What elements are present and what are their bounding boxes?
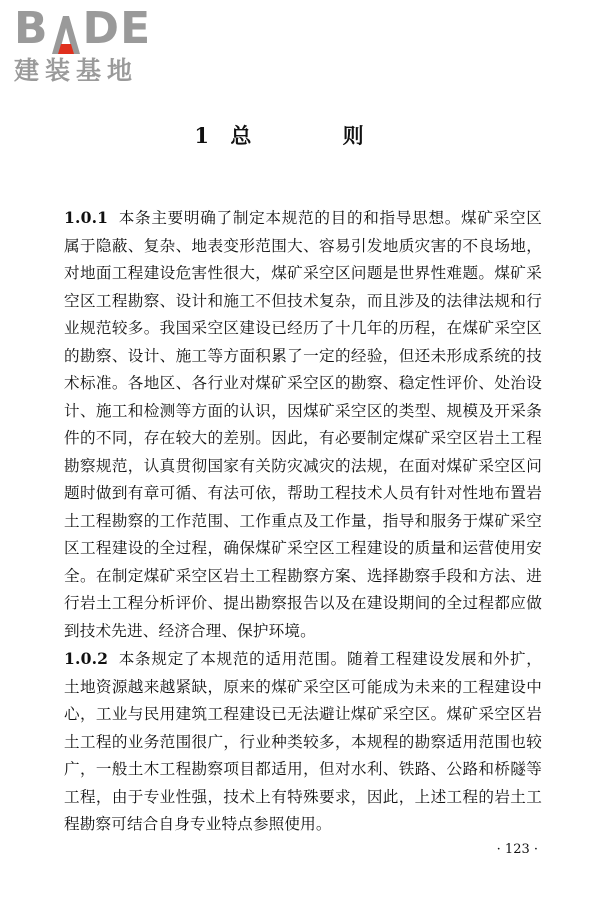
page-number: · 123 · <box>496 842 538 857</box>
document-body <box>64 204 542 839</box>
logo-letters-left: B <box>14 3 49 54</box>
logo-wordmark <box>14 3 184 54</box>
logo-a-mark <box>50 12 82 52</box>
chapter-title: 总 则 <box>230 123 406 148</box>
chapter-number: 1 <box>194 123 209 148</box>
logo-a-icon <box>50 14 82 54</box>
section-1-0-2 <box>64 645 542 839</box>
clause-number: 1.0.2 <box>64 649 109 668</box>
chapter-heading <box>0 120 600 150</box>
logo-letters-right: DE <box>82 3 152 54</box>
clause-text: 本条规定了本规范的适用范围。随着工程建设发展和外扩，土地资源越来越紧缺，原来的煤矿采空区可能成为未来的工程建设中心，工业与民用建筑工程建设已无法避让煤矿采空区。煤矿采空区岩土工程的业务范围很广，行业种类较多，本规程的勘察适用范围也较广，一般土木工程勘察项目都适用，但对水利、铁路、公路和桥隧等工程，由于专业性强，技术上有特殊要求，因此，上述工程的岩土工程勘察可结合自身专业特点参照使用。 <box>64 650 542 833</box>
section-1-0-1 <box>64 204 542 645</box>
logo-subtitle: 建装基地 <box>14 56 139 85</box>
clause-number: 1.0.1 <box>64 208 109 227</box>
clause-text: 本条主要明确了制定本规范的目的和指导思想。煤矿采空区属于隐蔽、复杂、地表变形范围大、容易引发地质灾害的不良场地，对地面工程建设危害性很大，煤矿采空区问题是世界性难题。煤矿采空区工程勘察、设计和施工不但技术复杂，而且涉及的法律法规和行业规范较多。我国采空区建设已经历了十几年的历程，在煤矿采空区的勘察、设计、施工等方面积累了一定的经验，但还未形成系统的技术标准。各地区、各行业对煤矿采空区的勘察、稳定性评价、处治设计、施工和检测等方面的认识，因煤矿采空区的类型、规模及开采条件的不同，存在较大的差别。因此，有必要制定煤矿采空区岩土工程勘察规范，认真贯彻国家有关防灾减灾的法规，在面对煤矿采空区问题时做到有章可循、有法可依，帮助工程技术人员有针对性地布置岩土工程勘察的工作范围、工作重点及工作量，指导和服务于煤矿采空区工程建设的全过程，确保煤矿采空区工程建设的质量和运营使用安全。在制定煤矿采空区岩土工程勘察方案、选择勘察手段和方法、进行岩土工程分析评价、提出勘察报告以及在建设期间的全过程都应做到技术先进、经济合理、保护环境。 <box>64 209 542 640</box>
bade-logo <box>14 3 184 88</box>
